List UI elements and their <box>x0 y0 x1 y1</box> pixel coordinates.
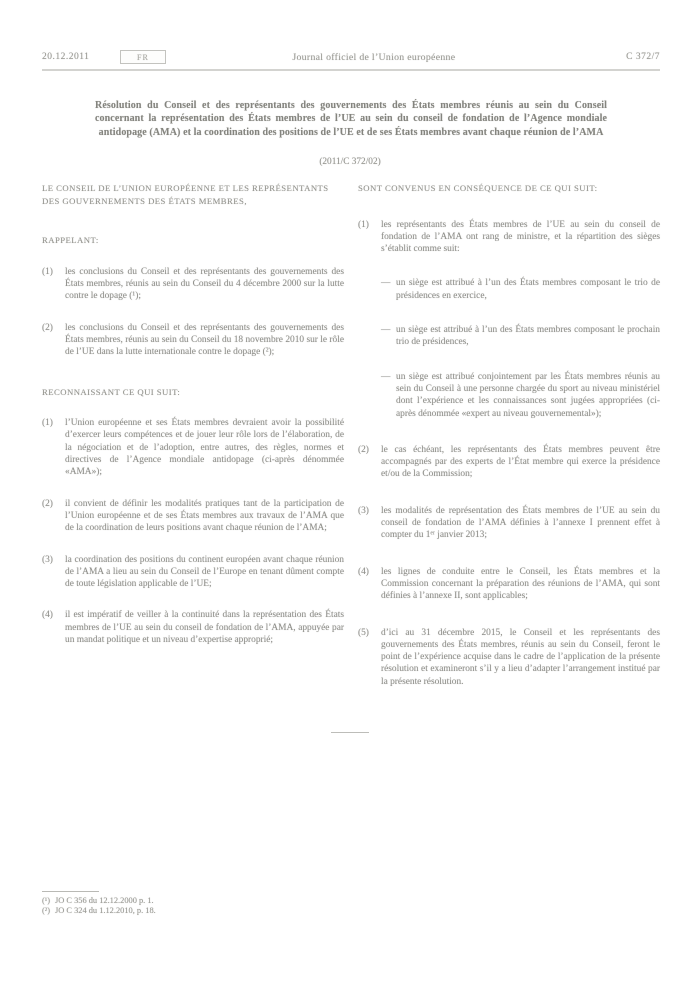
dash-item-text: un siège est attribué à l’un des États membres composant le prochain trio de présidences, <box>396 325 660 348</box>
preamble: LE CONSEIL DE L’UNION EUROPÉENNE ET LES REPRÉSENTANTS DES GOUVERNEMENTS DES ÉTATS MEMBRES, <box>42 183 329 206</box>
page-reference: C 372/7 <box>626 52 660 62</box>
paragraph-number: (3) <box>358 505 369 516</box>
paragraph-text: les représentants des États membres de l’UE au sein du conseil de fondation de l’AMA ont rang de ministre, et la répartition des sièges s’établit comme suit: <box>381 219 660 255</box>
numbered-paragraph <box>42 554 344 591</box>
footnotes <box>42 891 342 917</box>
section-heading-reconnaissant: RECONNAISSANT CE QUI SUIT: <box>42 386 181 397</box>
numbered-paragraph <box>358 219 660 256</box>
paragraph-number: (3) <box>42 554 53 565</box>
paragraph-number: (1) <box>42 418 53 429</box>
section-heading-convenus: SONT CONVENUS EN CONSÉQUENCE DE CE QUI SUIT: <box>358 183 598 193</box>
left-column <box>42 182 344 688</box>
document-body <box>42 182 660 688</box>
paragraph-text: les conclusions du Conseil et des représentants des gouvernements des États membres, réunis au sein du Conseil du 4 décembre 2000 sur la lutte contre le dopage (¹); <box>65 266 344 302</box>
document-title: Résolution du Conseil et des représentants des gouvernements des États membres réunis au sein du Conseil concernant la représentation des États membres de l’UE au sein du conseil de fondation de l’Agence mondiale antidopage (AMA) et la coordination des positions de l’UE et de ses États membres avant chaque réunion de l’AMA <box>95 100 607 138</box>
numbered-paragraph <box>358 627 660 688</box>
paragraph-number: (1) <box>358 219 369 230</box>
numbered-paragraph <box>42 266 344 303</box>
paragraph-text: d’ici au 31 décembre 2015, le Conseil et les représentants des gouvernements des États membres, réunis au sein du Conseil, feront le point de l’expérience acquise dans le cadre de l’application de la présente résolution et examineront s’il y a lieu d’adapter l’arrangement institué par la présente résolution. <box>381 627 660 687</box>
footnote-rule <box>42 891 99 892</box>
dash-list-item <box>381 277 660 302</box>
numbered-paragraph <box>358 566 660 603</box>
right-column <box>358 182 660 688</box>
numbered-paragraph <box>42 322 344 359</box>
dash-list-item <box>381 324 660 349</box>
numbered-paragraph <box>42 609 344 646</box>
journal-title: Journal officiel de l’Union européenne <box>292 51 456 63</box>
paragraph-text: l’Union européenne et ses États membres devraient avoir la possibilité d’exercer leurs compétences et de jouer leur rôle lors de l’élaboration, de la négociation et de l’adoption, entre autres, des règles, normes et directives de l’Agence mondiale antidopage (ci-après dénommée «AMA»); <box>65 418 344 478</box>
footnote-text: JO C 324 du 1.12.2010, p. 18. <box>55 906 156 916</box>
paragraph-number: (1) <box>42 266 53 277</box>
footnote-marker: (²) <box>42 906 51 916</box>
dash-marker: — <box>381 278 391 289</box>
paragraph-text: il convient de définir les modalités pratiques tant de la participation de l’Union européenne et de ses États membres aux travaux de l’AMA que de la coordination de leurs positions avant chaque réunion de l’AMA; <box>65 498 344 534</box>
numbered-paragraph <box>358 444 660 481</box>
paragraph-number: (2) <box>42 322 53 333</box>
section-heading-rappelant: RAPPELANT: <box>42 235 99 246</box>
dash-list-item <box>381 371 660 420</box>
header-rule <box>42 69 660 71</box>
paragraph-number: (4) <box>42 610 53 621</box>
paragraph-number: (5) <box>358 627 369 638</box>
paragraph-text: les modalités de représentation des États membres de l’UE au sein du conseil de fondation de l’AMA définies à l’annexe I prennent effet à compter du 1ᵉʳ janvier 2013; <box>381 505 660 541</box>
paragraph-text: les lignes de conduite entre le Conseil, les États membres et la Commission concernant la préparation des réunions de l’AMA, qui sont définies à l’annexe II, sont applicables; <box>381 566 660 602</box>
paragraph-text: il est impératif de veiller à la continuité dans la représentation des États membres de l’UE au sein du conseil de fondation de l’AMA, appuyée par un mandat politique et un niveau d’expertise approprié; <box>65 610 344 646</box>
dash-marker: — <box>381 325 391 336</box>
footnote-text: JO C 356 du 12.12.2000 p. 1. <box>55 896 154 905</box>
document-number: (2011/C 372/02) <box>319 157 381 167</box>
language-badge: FR <box>120 50 166 64</box>
paragraph-text: la coordination des positions du continent européen avant chaque réunion de l’AMA a lieu au sein du Conseil de l’Europe en tenant dûment compte de toute législation applicable de l’UE; <box>65 554 344 590</box>
page-header <box>42 50 660 64</box>
paragraph-number: (2) <box>358 444 369 455</box>
paragraph-number: (2) <box>42 498 53 509</box>
footnote <box>42 906 342 916</box>
header-date: 20.12.2011 <box>42 52 90 62</box>
paragraph-text: le cas échéant, les représentants des États membres peuvent être accompagnés par des experts de l’État membre qui exerce la présidence et/ou de la Commission; <box>381 444 660 480</box>
dash-item-text: un siège est attribué conjointement par les États membres réunis au sein du Conseil à une personne chargée du sport au niveau ministériel dont l’expérience et les connaissances sont jugées appropriées (ci-après dénommée «expert au niveau gouvernemental»); <box>396 371 660 419</box>
footnote-marker: (¹) <box>42 896 51 905</box>
numbered-paragraph <box>42 498 344 535</box>
dash-marker: — <box>381 371 391 382</box>
dash-item-text: un siège est attribué à l’un des États membres composant le trio de présidences en exercice, <box>396 278 660 301</box>
paragraph-text: les conclusions du Conseil et des représentants des gouvernements des États membres, réunis au sein du Conseil du 18 novembre 2010 sur le rôle de l’UE dans la lutte internationale contre le dopage (²); <box>65 322 344 358</box>
numbered-paragraph <box>358 505 660 542</box>
end-of-document-separator <box>331 732 369 733</box>
numbered-paragraph <box>42 417 344 478</box>
paragraph-number: (4) <box>358 566 369 577</box>
footnote <box>42 896 342 906</box>
